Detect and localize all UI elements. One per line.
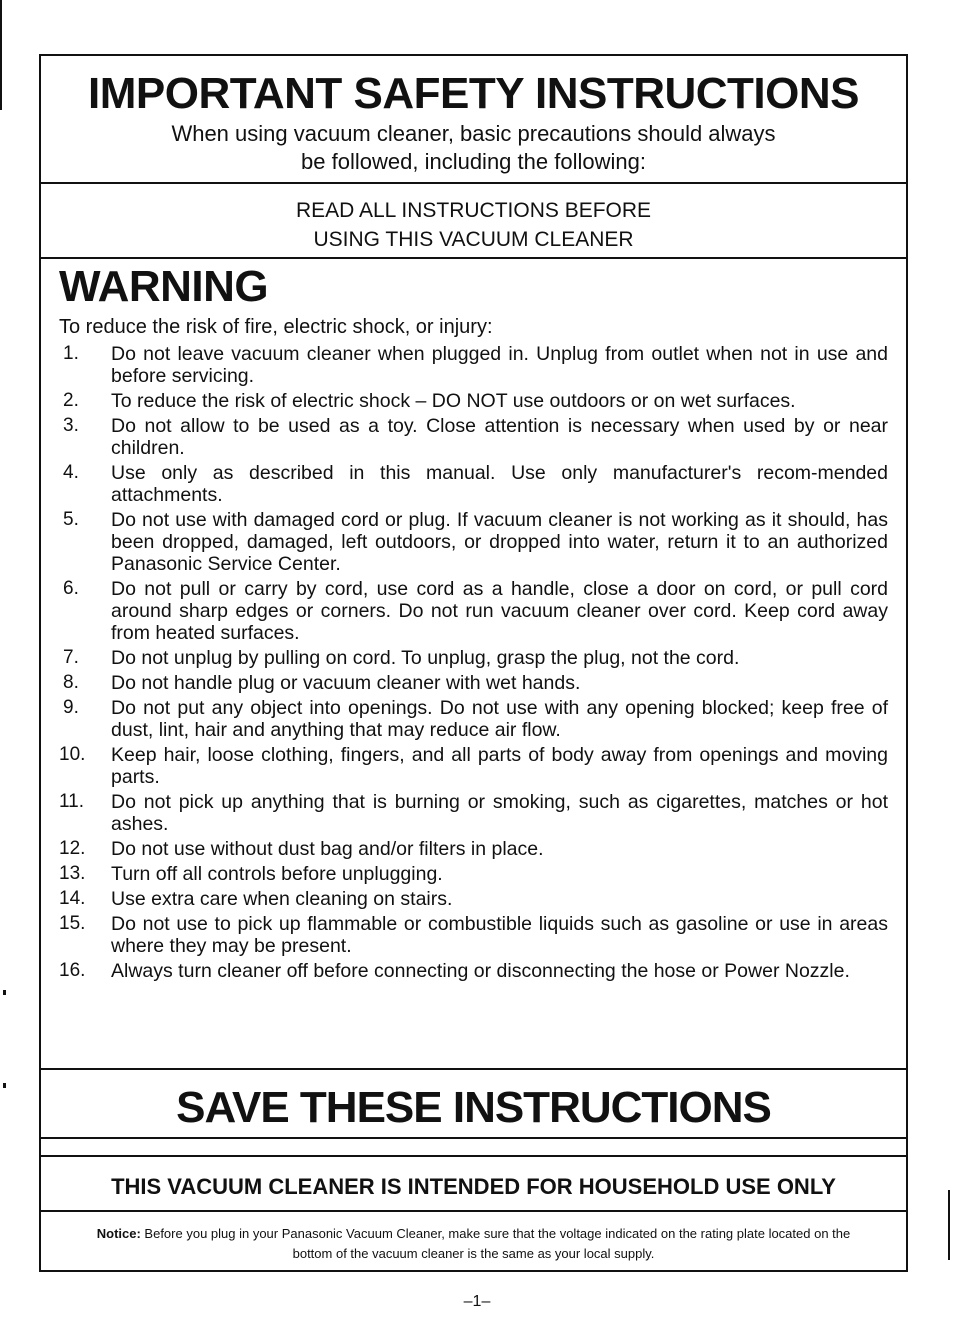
divider — [41, 1155, 906, 1157]
divider — [41, 1068, 906, 1070]
read-line-2: USING THIS VACUUM CLEANER — [313, 228, 634, 251]
divider — [41, 182, 906, 184]
household-use-notice: THIS VACUUM CLEANER IS INTENDED FOR HOUSEHOLD USE ONLY — [111, 1174, 836, 1199]
list-item-text: Keep hair, loose clothing, fingers, and all parts of body away from openings and moving parts. — [111, 744, 888, 788]
list-item-number: 2. — [63, 390, 79, 411]
voltage-notice — [81, 1224, 866, 1264]
list-item — [59, 343, 888, 387]
list-item-number: 9. — [63, 697, 79, 718]
safety-list — [59, 343, 888, 985]
list-item — [59, 415, 888, 459]
list-item-number: 11. — [59, 791, 85, 812]
list-item-number: 3. — [63, 415, 79, 436]
list-item — [59, 390, 888, 412]
list-item — [59, 791, 888, 835]
list-item — [59, 578, 888, 644]
list-item-number: 10. — [59, 744, 86, 765]
scan-edge-mark — [0, 0, 2, 110]
list-item-text: Do not use without dust bag and/or filters in place. — [111, 838, 544, 860]
list-item-number: 4. — [63, 462, 79, 483]
list-item-text: Do not allow to be used as a toy. Close attention is necessary when used by or near children. — [111, 415, 888, 459]
list-item-number: 12. — [59, 838, 86, 859]
list-item-number: 1. — [63, 343, 79, 364]
list-item-text: To reduce the risk of electric shock – DO NOT use outdoors or on wet surfaces. — [111, 390, 796, 412]
list-item-text: Do not put any object into openings. Do not use with any opening blocked; keep free of dust, lint, hair and anything that may reduce air flow. — [111, 697, 888, 741]
read-line-1: READ ALL INSTRUCTIONS BEFORE — [295, 199, 652, 222]
warning-heading: WARNING — [59, 262, 269, 311]
page-number: –1– — [463, 1293, 491, 1310]
scan-edge-mark — [948, 1190, 950, 1260]
list-item-text: Do not handle plug or vacuum cleaner with wet hands. — [111, 672, 581, 694]
list-item — [59, 462, 888, 506]
list-item — [59, 509, 888, 575]
list-item-text: Do not use with damaged cord or plug. If vacuum cleaner is not working as it should, has been dropped, damaged, left outdoors, or dropped into water, return it to an authorized Panasonic Service Center. — [111, 509, 888, 575]
notice-text: Before you plug in your Panasonic Vacuum Cleaner, make sure that the voltage indicated on the rating plate located on the bottom of the vacuum cleaner is the same as your local supply. — [144, 1226, 851, 1261]
list-item — [59, 863, 888, 885]
list-item-text: Do not unplug by pulling on cord. To unplug, grasp the plug, not the cord. — [111, 647, 740, 669]
list-item-number: 5. — [63, 509, 79, 530]
divider — [41, 1210, 906, 1212]
list-item — [59, 697, 888, 741]
warning-intro: To reduce the risk of fire, electric shock, or injury: — [59, 316, 493, 338]
scan-edge-mark — [3, 1083, 6, 1088]
subtitle — [101, 120, 846, 176]
list-item-text: Turn off all controls before unplugging. — [111, 863, 443, 885]
list-item — [59, 960, 888, 982]
read-instructions-notice — [121, 196, 826, 254]
list-item — [59, 913, 888, 957]
divider — [41, 1137, 906, 1139]
list-item — [59, 672, 888, 694]
document-frame — [39, 54, 908, 1272]
divider — [41, 257, 906, 259]
notice-label: Notice: — [96, 1226, 141, 1241]
list-item-number: 14. — [59, 888, 86, 909]
subtitle-line-1: When using vacuum cleaner, basic precautions should always — [171, 121, 776, 146]
list-item-number: 6. — [63, 578, 79, 599]
list-item-number: 13. — [59, 863, 86, 884]
list-item-text: Do not use to pick up flammable or combustible liquids such as gasoline or use in areas where they may be present. — [111, 913, 888, 957]
subtitle-line-2: be followed, including the following: — [301, 149, 646, 174]
list-item-text: Do not pick up anything that is burning or smoking, such as cigarettes, matches or hot ashes. — [111, 791, 888, 835]
list-item-text: Use extra care when cleaning on stairs. — [111, 888, 453, 910]
list-item-text: Do not pull or carry by cord, use cord as a handle, close a door on cord, or pull cord around sharp edges or corners. Do not run vacuum cleaner over cord. Keep cord away from heated surfaces. — [111, 578, 888, 644]
list-item — [59, 888, 888, 910]
list-item-number: 15. — [59, 913, 86, 934]
scan-edge-mark — [3, 990, 6, 995]
save-instructions-heading: SAVE THESE INSTRUCTIONS — [176, 1083, 771, 1132]
list-item — [59, 838, 888, 860]
page-title: IMPORTANT SAFETY INSTRUCTIONS — [88, 69, 859, 118]
list-item-text: Always turn cleaner off before connecting or disconnecting the hose or Power Nozzle. — [111, 960, 850, 982]
list-item — [59, 744, 888, 788]
list-item-text: Do not leave vacuum cleaner when plugged in. Unplug from outlet when not in use and before servicing. — [111, 343, 888, 387]
list-item-text: Use only as described in this manual. Use only manufacturer's recom-mended attachments. — [111, 462, 888, 506]
list-item-number: 7. — [63, 647, 79, 668]
list-item — [59, 647, 888, 669]
list-item-number: 8. — [63, 672, 79, 693]
list-item-number: 16. — [59, 960, 86, 981]
